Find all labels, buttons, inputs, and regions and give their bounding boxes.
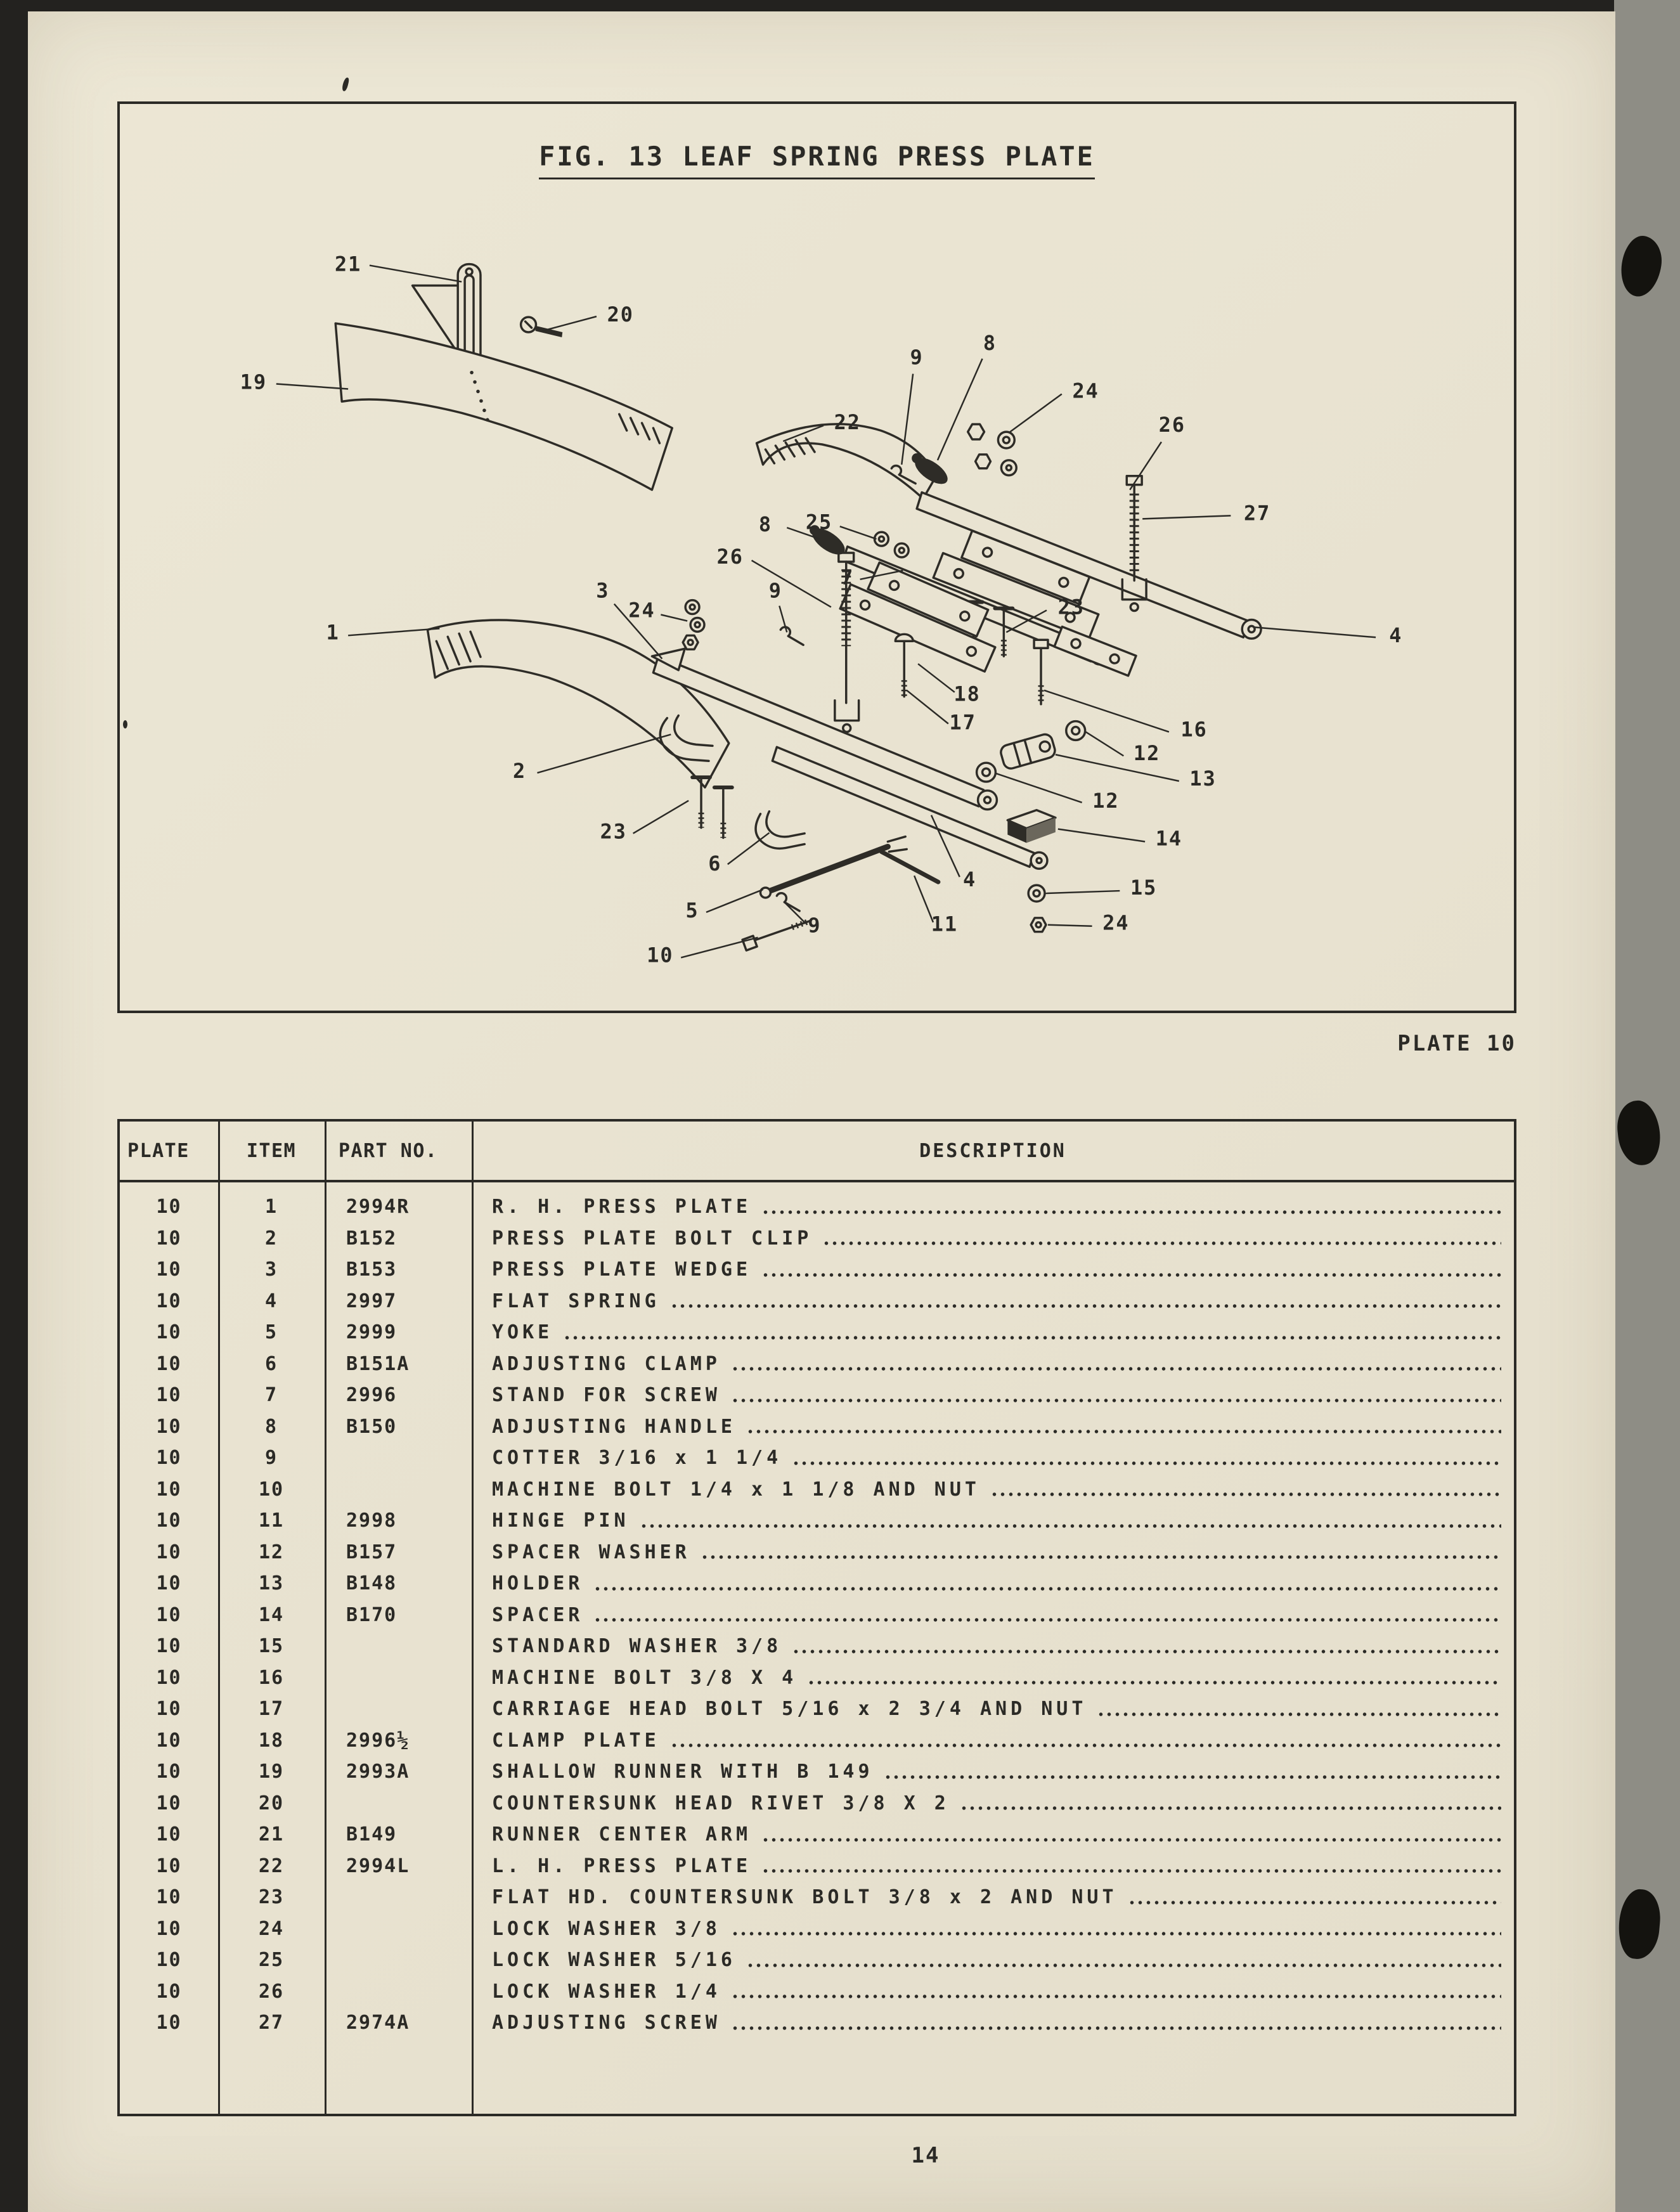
callout-label: 4 [963,867,977,892]
callout-label: 6 [708,851,722,876]
table-row [120,1693,1514,1725]
cell-description [472,1510,1514,1532]
table-row [120,1537,1514,1568]
callout-label: 11 [931,912,959,936]
table-row [120,1505,1514,1537]
col-header-plate: PLATE [127,1139,190,1162]
description-text: COTTER 3/16 x 1 1/4 [492,1447,782,1470]
cell-item: 23 [258,1886,285,1909]
cell-item: 19 [258,1761,285,1783]
description-text: CARRIAGE HEAD BOLT 5/16 x 2 3/4 AND NUT [492,1698,1087,1721]
dot-leader [761,1271,1501,1279]
part-lock-washer-24-bottom [1031,918,1046,932]
part-standard-washer-15 [1028,885,1045,902]
cell-item: 21 [258,1823,285,1846]
dot-leader [731,1397,1501,1404]
part-washers-left [683,600,704,650]
description-text: LOCK WASHER 5/16 [492,1949,736,1972]
cell-plate: 10 [156,1917,182,1940]
table-row [120,1411,1514,1443]
table-row [120,1913,1514,1945]
cell-plate: 10 [156,1603,182,1626]
callout-leader-line [1044,690,1169,732]
description-text: L. H. PRESS PLATE [492,1854,752,1877]
cell-part-no: 2997 [346,1290,397,1312]
cell-item: 13 [258,1572,285,1595]
callout-leader-line [840,526,877,539]
callout-leader-line [728,833,770,865]
dot-leader [593,1585,1501,1593]
callout-leader-line [348,628,439,635]
table-row [120,1254,1514,1286]
part-hinge-pin-11 [881,851,938,882]
cell-part-no: 2993A [346,1761,410,1783]
cell-plate: 10 [156,1666,182,1689]
cell-part-no: 2994R [346,1196,410,1219]
cell-description [472,1604,1514,1626]
callout-label: 12 [1133,741,1161,766]
callout-label: 24 [1102,910,1130,935]
cell-plate: 10 [156,1478,182,1501]
part-spacer-14 [1007,810,1056,843]
cell-plate: 10 [156,1290,182,1312]
cell-plate: 10 [156,1635,182,1658]
callout-label: 17 [949,710,976,735]
callout-label: 8 [983,330,997,355]
callout-label: 19 [240,370,268,394]
callout-leader-line [752,560,831,607]
figure-frame [117,101,1516,1013]
cell-part-no: 2994L [346,1854,410,1877]
part-spacer-washer-lower [977,763,996,782]
table-row [120,1286,1514,1317]
callout-leader-line [918,664,955,692]
cell-item: 12 [258,1541,285,1563]
cell-plate: 10 [156,1792,182,1814]
dot-leader [807,1679,1501,1686]
cell-part-no: B151A [346,1352,410,1375]
table-row [120,2007,1514,2039]
dot-leader [884,1773,1501,1781]
part-yoke-5 [760,837,907,898]
cell-plate: 10 [156,1572,182,1595]
dot-leader [746,1962,1501,1969]
cell-plate: 10 [156,1196,182,1219]
table-row [120,1600,1514,1631]
cell-item: 9 [264,1447,278,1470]
cell-part-no: 2996½ [346,1729,410,1752]
table-row [120,1788,1514,1820]
description-text: PRESS PLATE BOLT CLIP [492,1227,813,1250]
cell-item: 20 [258,1792,285,1814]
cell-item: 24 [258,1917,285,1940]
dot-leader [761,1867,1501,1875]
part-adjusting-clamp-6 [756,812,804,849]
description-text: MACHINE BOLT 1/4 x 1 1/8 AND NUT [492,1478,980,1501]
cell-description [472,1855,1514,1877]
dot-leader [761,1836,1501,1844]
cell-item: 26 [258,1980,285,2003]
description-text: PRESS PLATE WEDGE [492,1258,752,1281]
table-row [120,1851,1514,1882]
description-text: SHALLOW RUNNER WITH B 149 [492,1761,874,1783]
cell-plate: 10 [156,1227,182,1250]
part-machine-bolt-16 [1034,640,1048,704]
callout-label: 26 [1158,413,1186,437]
callout-label: 8 [758,512,773,537]
part-carriage-bolt-17 [895,634,913,696]
table-row [120,1223,1514,1255]
cell-item: 11 [258,1510,285,1532]
callout-label: 27 [1243,501,1271,526]
table-row [120,1631,1514,1662]
callout-label: 25 [805,510,833,534]
cell-description [472,2012,1514,2034]
cell-description [472,1447,1514,1469]
description-text: HOLDER [492,1572,584,1595]
part-bar-eye-left [978,791,997,810]
callout-leader-line [1058,829,1145,842]
cell-item: 18 [258,1729,285,1752]
cell-plate: 10 [156,1321,182,1344]
callout-leader-line [784,902,806,924]
description-text: FLAT SPRING [492,1290,660,1312]
cell-description [472,1698,1514,1720]
callout-label: 14 [1155,826,1183,851]
cell-description [472,1353,1514,1375]
cell-description [472,1227,1514,1250]
table-row [120,1882,1514,1913]
callout-leader-line [907,690,948,724]
dot-leader [960,1804,1501,1812]
description-text: FLAT HD. COUNTERSUNK BOLT 3/8 x 2 AND NUT [492,1886,1118,1909]
cell-part-no: 2998 [346,1510,397,1532]
part-shallow-runner-19 [335,323,672,490]
parts-table [117,1119,1516,2116]
description-text: CLAMP PLATE [492,1729,660,1752]
figure-title: FIG. 13 LEAF SPRING PRESS PLATE [539,141,1095,179]
cell-plate: 10 [156,1541,182,1563]
callout-label: 9 [768,578,782,603]
callout-leader-line [1142,515,1231,519]
dot-leader [1128,1899,1501,1906]
callout-leader-line [1086,732,1124,756]
table-row [120,1725,1514,1757]
description-text: ADJUSTING CLAMP [492,1352,721,1375]
cell-plate: 10 [156,1447,182,1470]
callout-label: 7 [841,565,855,590]
table-row [120,1191,1514,1223]
callout-label: 18 [953,682,981,706]
callout-leader-line [276,384,348,389]
table-row [120,1819,1514,1851]
cell-description [472,1541,1514,1563]
cell-plate: 10 [156,1854,182,1877]
dot-leader [593,1616,1501,1624]
callout-label: 24 [1072,378,1099,403]
cell-item: 22 [258,1854,285,1877]
description-text: STAND FOR SCREW [492,1384,721,1407]
callout-leader-line [537,734,671,773]
part-clamp-plate-right [1054,626,1136,675]
cell-description [472,1981,1514,2003]
dot-leader [563,1334,1501,1342]
description-text: HINGE PIN [492,1510,630,1532]
cell-plate: 10 [156,1886,182,1909]
callout-leader-line [1010,394,1062,432]
dot-leader [792,1648,1501,1655]
description-text: SPACER WASHER [492,1541,690,1563]
part-holder-13 [999,733,1057,770]
callout-label: 4 [1389,623,1403,648]
table-row [120,1662,1514,1694]
description-text: YOKE [492,1321,553,1344]
cell-item: 6 [264,1352,278,1375]
callout-label: 9 [808,913,822,938]
cell-description [472,1321,1514,1343]
callout-label: 26 [716,544,744,569]
callout-label: 5 [685,898,699,922]
callout-label: 13 [1189,766,1217,791]
dot-leader [1097,1711,1501,1718]
callout-label: 3 [596,578,610,603]
part-washers-nuts-top [968,424,1017,475]
dot-leader [822,1239,1501,1247]
cell-description [472,1196,1514,1218]
plate-label: PLATE 10 [1397,1031,1516,1056]
description-text: R. H. PRESS PLATE [492,1196,752,1219]
cell-part-no: 2996 [346,1384,397,1407]
callout-leader-line [370,266,462,282]
cell-plate: 10 [156,1352,182,1375]
description-text: LOCK WASHER 1/4 [492,1980,721,2003]
part-lock-washers-mid [874,532,908,557]
cell-item: 27 [258,2012,285,2034]
cell-plate: 10 [156,1698,182,1721]
part-spring-eye-left [1031,852,1047,869]
cell-item: 15 [258,1635,285,1658]
cell-part-no: B170 [346,1603,397,1626]
cell-description [472,1792,1514,1814]
cell-description [472,1667,1514,1689]
cell-description [472,1918,1514,1940]
cell-description [472,1290,1514,1312]
dot-leader [731,1993,1501,2000]
callout-leader-line [996,773,1082,803]
cell-item: 1 [264,1196,278,1219]
cell-description [472,1258,1514,1281]
table-header-row [120,1122,1514,1182]
cell-part-no: B153 [346,1258,397,1281]
callout-leader-line [1045,891,1120,893]
cell-item: 2 [264,1227,278,1250]
dot-leader [670,1742,1501,1749]
callout-label: 16 [1180,717,1208,742]
cell-plate: 10 [156,1384,182,1407]
page-number: 14 [911,2143,940,2168]
cell-description [472,1949,1514,1971]
cell-part-no: B149 [346,1823,397,1846]
table-row [120,1756,1514,1788]
callout-label: 2 [513,759,527,784]
description-text: LOCK WASHER 3/8 [492,1917,721,1940]
callout-label: 21 [334,252,362,276]
callout-label: 24 [628,598,656,623]
cell-description [472,1572,1514,1594]
callout-label: 10 [647,943,674,967]
table-row [120,1380,1514,1411]
cell-plate: 10 [156,2012,182,2034]
callout-label: 22 [834,410,861,435]
cell-description [472,1635,1514,1657]
table-body [120,1182,1514,2039]
cell-plate: 10 [156,1729,182,1752]
dot-leader [731,1365,1501,1373]
cell-plate: 10 [156,1949,182,1972]
dot-leader [761,1208,1501,1216]
callout-leader-line [1255,627,1376,637]
callout-leader-line [1056,754,1179,781]
description-text: MACHINE BOLT 3/8 X 4 [492,1666,798,1689]
cell-description [472,1730,1514,1752]
stray-ink-mark [341,77,349,91]
callout-label: 15 [1130,876,1158,900]
cell-description [472,1886,1514,1908]
cell-item: 7 [264,1384,278,1407]
cell-plate: 10 [156,1823,182,1846]
dot-leader [701,1553,1501,1561]
cell-description [472,1416,1514,1438]
dot-leader [731,1930,1501,1937]
cell-part-no: 2974A [346,2012,410,2034]
cell-item: 10 [258,1478,285,1501]
table-row [120,1442,1514,1474]
part-press-plate-22 [757,424,937,499]
cell-plate: 10 [156,1415,182,1438]
callout-label: 23 [600,819,627,844]
description-text: RUNNER CENTER ARM [492,1823,752,1846]
cell-part-no: B150 [346,1415,397,1438]
callout-label: 23 [1057,595,1085,619]
callout-leader-line [633,801,689,834]
cell-item: 17 [258,1698,285,1721]
table-row [120,1474,1514,1506]
dot-leader [746,1428,1501,1435]
cell-part-no: 2999 [346,1321,397,1344]
cell-plate: 10 [156,1258,182,1281]
cell-item: 14 [258,1603,285,1626]
part-cotter-mid [780,627,803,645]
part-machine-bolt-10 [742,921,810,950]
col-header-description: DESCRIPTION [919,1139,1066,1162]
cell-plate: 10 [156,1761,182,1783]
cell-item: 4 [264,1290,278,1312]
part-countersunk-bolts-left [692,777,732,838]
cell-description [472,1478,1514,1501]
cell-item: 16 [258,1666,285,1689]
part-spacer-washer-upper [1066,721,1085,741]
dot-leader [670,1302,1501,1310]
cell-part-no: B152 [346,1227,397,1250]
cell-description [472,1761,1514,1783]
callout-label: 9 [910,345,924,370]
callout-label: 20 [607,302,634,327]
callout-leader-line [1048,925,1092,926]
description-text: STANDARD WASHER 3/8 [492,1635,782,1658]
part-cotter-bottom [777,893,799,911]
callout-leader-line [706,889,763,912]
description-text: COUNTERSUNK HEAD RIVET 3/8 X 2 [492,1792,950,1814]
cell-item: 3 [264,1258,278,1281]
exploded-diagram [120,104,1514,1011]
description-text: SPACER [492,1603,584,1626]
table-row [120,1568,1514,1600]
cell-item: 8 [264,1415,278,1438]
cell-plate: 10 [156,1980,182,2003]
cell-plate: 10 [156,1510,182,1532]
callout-leader-line [661,614,687,621]
callout-leader-line [938,359,983,460]
dot-leader [990,1491,1501,1498]
dot-leader [792,1459,1501,1467]
callout-leader-line [1130,442,1161,490]
description-text: ADJUSTING HANDLE [492,1415,736,1438]
cell-description [472,1823,1514,1846]
cell-item: 25 [258,1949,285,1972]
table-row [120,1976,1514,2008]
dot-leader [731,2024,1501,2032]
table-row [120,1944,1514,1976]
part-bar-eye [1242,619,1261,638]
dot-leader [640,1522,1501,1530]
col-header-item: ITEM [246,1139,297,1162]
callout-label: 1 [326,620,340,645]
cell-part-no: B148 [346,1572,397,1595]
callout-leader-line [542,316,597,331]
cell-part-no: B157 [346,1541,397,1563]
col-header-part-no: PART NO. [339,1139,438,1162]
paper-sheet [28,11,1615,2212]
cell-item: 5 [264,1321,278,1344]
callout-leader-line [914,876,933,922]
description-text: ADJUSTING SCREW [492,2012,721,2034]
cell-description [472,1384,1514,1406]
callout-label: 12 [1092,788,1120,813]
table-row [120,1317,1514,1349]
table-row [120,1349,1514,1380]
